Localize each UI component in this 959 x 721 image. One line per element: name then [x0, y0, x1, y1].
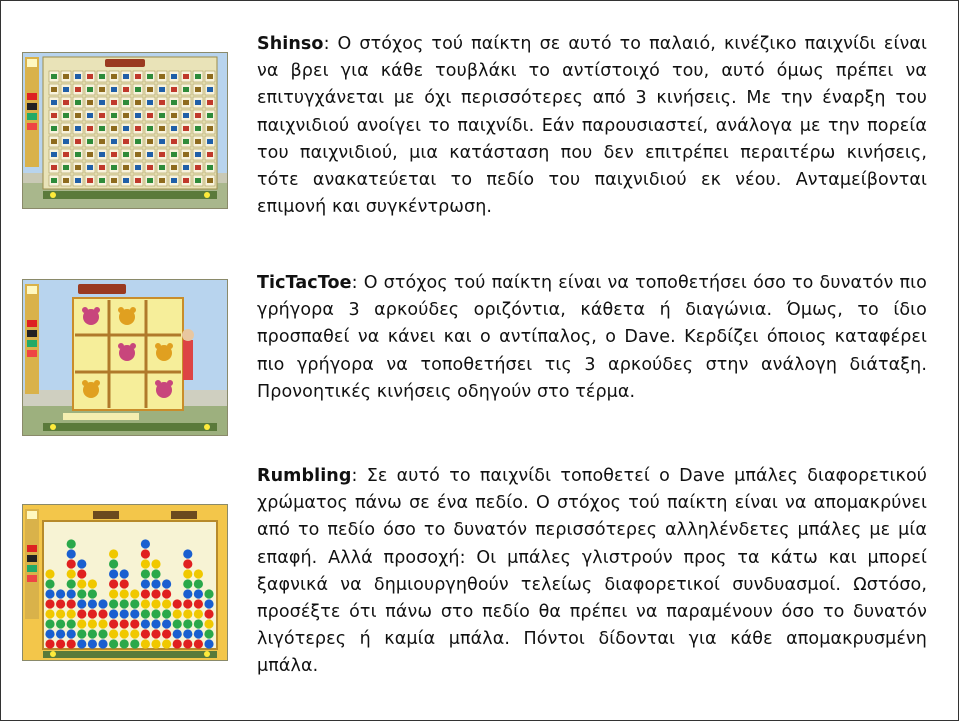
rumbling-ball	[67, 579, 76, 588]
rumbling-ball	[130, 599, 139, 608]
rumbling-ball	[45, 619, 54, 628]
shinso-tile-symbol	[183, 87, 189, 92]
shinso-tile-symbol	[51, 165, 57, 170]
shinso-tile-symbol	[75, 165, 81, 170]
shinso-tile-symbol	[207, 178, 213, 183]
shinso-tile-symbol	[111, 152, 117, 157]
shinso-tile-symbol	[63, 74, 69, 79]
rumbling-ball	[88, 629, 97, 638]
rumbling-ball	[109, 619, 118, 628]
shinso-tile-symbol	[183, 139, 189, 144]
rumbling-ball	[77, 599, 86, 608]
rumbling-ball	[109, 639, 118, 648]
shinso-tile-symbol	[147, 74, 153, 79]
shinso-tile-symbol	[87, 74, 93, 79]
shinso-tile-symbol	[111, 100, 117, 105]
shinso-screenshot-image	[23, 53, 227, 208]
shinso-tile-symbol	[63, 113, 69, 118]
shinso-tile-symbol	[147, 139, 153, 144]
rumbling-ball	[130, 609, 139, 618]
shinso-tile-symbol	[135, 87, 141, 92]
rumbling-ball	[56, 629, 65, 638]
shinso-tile-symbol	[111, 165, 117, 170]
rumbling-ball	[162, 639, 171, 648]
shinso-description	[257, 31, 927, 221]
shinso-tile-symbol	[111, 126, 117, 131]
rumbling-title: Rumbling	[257, 466, 352, 486]
rumbling-ball	[194, 579, 203, 588]
shinso-tile-symbol	[111, 139, 117, 144]
shinso-tile-symbol	[171, 126, 177, 131]
rumbling-ball	[88, 599, 97, 608]
shinso-tile-symbol	[75, 100, 81, 105]
shinso-tile-symbol	[51, 152, 57, 157]
rumbling-ball	[151, 569, 160, 578]
shinso-tile-symbol	[159, 139, 165, 144]
rumbling-ball	[88, 639, 97, 648]
shinso-tile-symbol	[171, 152, 177, 157]
shinso-tile-symbol	[147, 152, 153, 157]
rumbling-ball	[56, 619, 65, 628]
shinso-tile-symbol	[135, 178, 141, 183]
rumbling-ball	[173, 639, 182, 648]
rumbling-ball	[141, 549, 150, 558]
rumbling-ball	[162, 589, 171, 598]
rumbling-ball	[77, 579, 86, 588]
rumbling-text: : Σε αυτό το παιχνίδι τοποθετεί ο Dave μπάλες διαφορετικού χρώματος πάνω σε ένα πεδίο. Ο στόχος τού παίκτη είναι να απομακρύνει από το πεδίο όσο το δυνατόν περισσότερες αλληλένδετες μπάλες με μία επαφή. Αλλά προσοχή: Οι μπάλες γλιστρούν προς τα κάτω και μπορεί ξαφνικά να δημιουργηθούν τελείως διαφορετικοί συνδυασμοί. Ωστόσο, προσέξτε ότι πάνω στο πεδίο θα πρέπει να παραμένουν όσο το δυνατόν λιγότερες ή καμία μπάλα. Πόντοι δίδονται για κάθε απομακρυσμένη μπάλα.	[257, 466, 927, 677]
shinso-tile-symbol	[51, 87, 57, 92]
shinso-tile-symbol	[87, 178, 93, 183]
shinso-tile-symbol	[195, 87, 201, 92]
shinso-tile-symbol	[99, 152, 105, 157]
rumbling-ball	[162, 599, 171, 608]
shinso-tile-symbol	[195, 165, 201, 170]
shinso-tile-symbol	[87, 100, 93, 105]
shinso-tile-symbol	[99, 178, 105, 183]
shinso-tile-symbol	[123, 113, 129, 118]
rumbling-ball	[45, 569, 54, 578]
rumbling-ball	[173, 619, 182, 628]
shinso-tile-symbol	[99, 139, 105, 144]
rumbling-ball	[109, 589, 118, 598]
rumbling-ball	[109, 559, 118, 568]
shinso-tile-symbol	[63, 126, 69, 131]
rumbling-ball	[183, 609, 192, 618]
shinso-tile-symbol	[135, 100, 141, 105]
shinso-tile-symbol	[183, 152, 189, 157]
rumbling-ball	[204, 639, 213, 648]
shinso-tile-symbol	[51, 74, 57, 79]
rumbling-ball	[141, 579, 150, 588]
shinso-tile-symbol	[183, 165, 189, 170]
rumbling-ball	[77, 609, 86, 618]
shinso-tile-symbol	[159, 152, 165, 157]
shinso-tile-symbol	[111, 113, 117, 118]
tictactoe-title: TicTacToe	[257, 273, 352, 293]
shinso-tile-symbol	[51, 126, 57, 131]
shinso-tile-symbol	[147, 178, 153, 183]
shinso-text: : Ο στόχος τού παίκτη σε αυτό το παλαιό, κινέζικο παιχνίδι είναι να βρει για κάθε τουβλάκι το αντίστοιχό του, αυτό όμως πρέπει να επιτυγχάνεται με όχι περισσότερες από 3 κινήσεις. Με την έναρξη του παιχνιδιού ανοίγει το παιχνίδι. Εάν παρουσιαστεί, ανάλογα με την πορεία του παιχνιδιού, μια κατάσταση που δεν επιτρέπει περαιτέρω κινήσεις, τότε ανακατεύεται το πεδίο του παιχνιδιού εκ νέου. Ανταμείβονται επιμονή και συγκέντρωση.	[257, 34, 927, 218]
rumbling-ball	[98, 599, 107, 608]
shinso-tile-symbol	[159, 113, 165, 118]
shinso-tile-symbol	[99, 126, 105, 131]
rumbling-ball	[183, 599, 192, 608]
rumbling-ball	[141, 569, 150, 578]
shinso-tile-symbol	[135, 74, 141, 79]
rumbling-ball	[151, 589, 160, 598]
rumbling-ball	[151, 619, 160, 628]
rumbling-ball	[194, 589, 203, 598]
rumbling-ball	[67, 639, 76, 648]
shinso-tile-symbol	[75, 152, 81, 157]
rumbling-ball	[141, 539, 150, 548]
rumbling-ball	[109, 629, 118, 638]
rumbling-ball	[141, 599, 150, 608]
rumbling-ball	[98, 639, 107, 648]
rumbling-ball	[151, 629, 160, 638]
shinso-tile-symbol	[75, 178, 81, 183]
rumbling-ball	[151, 639, 160, 648]
shinso-tile-symbol	[195, 113, 201, 118]
rumbling-ball	[45, 579, 54, 588]
rumbling-ball	[151, 559, 160, 568]
rumbling-ball	[77, 639, 86, 648]
shinso-tile-symbol	[87, 165, 93, 170]
shinso-tile-symbol	[111, 74, 117, 79]
rumbling-ball	[141, 619, 150, 628]
rumbling-ball	[120, 599, 129, 608]
rumbling-ball	[162, 579, 171, 588]
rumbling-ball	[120, 569, 129, 578]
rumbling-ball	[67, 629, 76, 638]
rumbling-ball	[98, 609, 107, 618]
shinso-tile-symbol	[111, 87, 117, 92]
shinso-tile-symbol	[207, 126, 213, 131]
rumbling-ball	[109, 569, 118, 578]
shinso-tile-symbol	[123, 100, 129, 105]
rumbling-ball	[77, 619, 86, 628]
shinso-tile-symbol	[207, 152, 213, 157]
rumbling-ball	[67, 619, 76, 628]
shinso-tile-symbol	[195, 126, 201, 131]
rumbling-ball	[120, 609, 129, 618]
shinso-tile-symbol	[99, 74, 105, 79]
shinso-tile-symbol	[159, 87, 165, 92]
shinso-tile-symbol	[207, 74, 213, 79]
rumbling-ball	[56, 589, 65, 598]
shinso-tile-symbol	[147, 126, 153, 131]
shinso-tile-symbol	[99, 100, 105, 105]
shinso-tile-symbol	[99, 87, 105, 92]
rumbling-ball	[109, 549, 118, 558]
rumbling-ball	[109, 579, 118, 588]
rumbling-ball	[45, 629, 54, 638]
shinso-tile-symbol	[207, 139, 213, 144]
shinso-tile-symbol	[171, 165, 177, 170]
rumbling-ball	[88, 609, 97, 618]
rumbling-ball	[77, 629, 86, 638]
rumbling-ball	[67, 539, 76, 548]
shinso-tile-symbol	[147, 100, 153, 105]
shinso-tile-symbol	[195, 152, 201, 157]
shinso-tile-symbol	[183, 126, 189, 131]
shinso-tile-symbol	[63, 178, 69, 183]
rumbling-ball	[194, 629, 203, 638]
shinso-tile-symbol	[123, 74, 129, 79]
rumbling-ball	[109, 599, 118, 608]
rumbling-ball	[151, 609, 160, 618]
shinso-tile-symbol	[195, 74, 201, 79]
rumbling-ball	[56, 599, 65, 608]
rumbling-ball	[141, 639, 150, 648]
rumbling-ball	[109, 609, 118, 618]
shinso-tile-symbol	[63, 165, 69, 170]
shinso-tile-symbol	[159, 165, 165, 170]
shinso-tile-symbol	[135, 139, 141, 144]
shinso-tile-symbol	[159, 100, 165, 105]
rumbling-ball	[88, 579, 97, 588]
shinso-tile-symbol	[123, 152, 129, 157]
shinso-tile-symbol	[147, 165, 153, 170]
rumbling-ball	[194, 639, 203, 648]
shinso-tile-symbol	[99, 113, 105, 118]
rumbling-ball	[67, 609, 76, 618]
rumbling-ball	[120, 639, 129, 648]
rumbling-ball	[183, 549, 192, 558]
rumbling-ball	[120, 589, 129, 598]
rumbling-ball	[88, 619, 97, 628]
rumbling-ball	[120, 579, 129, 588]
tictactoe-screenshot	[22, 279, 228, 436]
tictactoe-screenshot-image	[23, 280, 227, 435]
shinso-tile-symbol	[123, 139, 129, 144]
rumbling-ball	[45, 609, 54, 618]
rumbling-ball	[141, 609, 150, 618]
rumbling-ball	[88, 589, 97, 598]
rumbling-ball	[67, 599, 76, 608]
shinso-title: Shinso	[257, 34, 324, 54]
rumbling-ball	[45, 599, 54, 608]
rumbling-description	[257, 463, 927, 681]
shinso-tile-symbol	[147, 87, 153, 92]
shinso-tile-symbol	[159, 74, 165, 79]
shinso-tile-symbol	[87, 126, 93, 131]
rumbling-ball	[56, 639, 65, 648]
rumbling-ball	[183, 639, 192, 648]
shinso-tile-symbol	[123, 165, 129, 170]
shinso-screenshot	[22, 52, 228, 209]
shinso-tile-symbol	[63, 152, 69, 157]
rumbling-ball	[98, 629, 107, 638]
tictactoe-description	[257, 270, 927, 406]
shinso-tile-symbol	[87, 87, 93, 92]
rumbling-ball	[67, 559, 76, 568]
rumbling-ball	[120, 619, 129, 628]
rumbling-ball	[67, 549, 76, 558]
shinso-tile-symbol	[75, 126, 81, 131]
shinso-tile-symbol	[87, 113, 93, 118]
shinso-tile-symbol	[207, 113, 213, 118]
shinso-tile-symbol	[51, 139, 57, 144]
rumbling-screenshot	[22, 504, 228, 661]
rumbling-ball	[194, 619, 203, 628]
shinso-tile-symbol	[159, 178, 165, 183]
rumbling-ball	[120, 629, 129, 638]
shinso-tile-symbol	[195, 178, 201, 183]
shinso-tile-symbol	[183, 100, 189, 105]
rumbling-ball	[183, 619, 192, 628]
shinso-tile-symbol	[87, 152, 93, 157]
shinso-tile-symbol	[183, 178, 189, 183]
shinso-tile-symbol	[75, 87, 81, 92]
shinso-tile-symbol	[183, 113, 189, 118]
shinso-tile-symbol	[207, 87, 213, 92]
shinso-tile-symbol	[135, 126, 141, 131]
shinso-tile-symbol	[171, 113, 177, 118]
shinso-tile-symbol	[171, 87, 177, 92]
shinso-tile-symbol	[51, 113, 57, 118]
rumbling-ball	[204, 629, 213, 638]
rumbling-ball	[77, 569, 86, 578]
shinso-tile-symbol	[63, 87, 69, 92]
shinso-tile-symbol	[171, 74, 177, 79]
rumbling-ball	[204, 609, 213, 618]
shinso-tile-symbol	[135, 113, 141, 118]
shinso-tile-symbol	[135, 152, 141, 157]
rumbling-ball	[162, 619, 171, 628]
shinso-tile-symbol	[183, 74, 189, 79]
shinso-tile-symbol	[207, 100, 213, 105]
rumbling-ball	[130, 639, 139, 648]
shinso-tile-symbol	[75, 113, 81, 118]
shinso-tile-symbol	[51, 178, 57, 183]
rumbling-ball	[141, 629, 150, 638]
rumbling-ball	[67, 589, 76, 598]
rumbling-ball	[56, 609, 65, 618]
shinso-tile-symbol	[171, 100, 177, 105]
shinso-tile-symbol	[111, 178, 117, 183]
rumbling-ball	[183, 569, 192, 578]
rumbling-ball	[173, 629, 182, 638]
rumbling-ball	[130, 629, 139, 638]
rumbling-ball	[194, 569, 203, 578]
shinso-tile-symbol	[135, 165, 141, 170]
shinso-tile-symbol	[123, 87, 129, 92]
tictactoe-text: : Ο στόχος τού παίκτη είναι να τοποθετήσει όσο το δυνατόν πιο γρήγορα 3 αρκούδες οριζόντια, κάθετα ή διαγώνια. Όμως, το ίδιο προσπαθεί να κάνει και ο αντίπαλος, ο Dave. Κερδίζει όποιος καταφέρει πιο γρήγορα να τοποθετήσει τις 3 αρκούδες στην ανάλογη διάταξη. Προνοητικές κινήσεις οδηγούν στο τέρμα.	[257, 273, 927, 402]
shinso-tile-symbol	[63, 139, 69, 144]
shinso-tile-symbol	[195, 100, 201, 105]
shinso-tile-symbol	[123, 126, 129, 131]
shinso-tile-symbol	[51, 100, 57, 105]
rumbling-ball	[194, 599, 203, 608]
rumbling-ball	[130, 619, 139, 628]
shinso-tile-symbol	[207, 165, 213, 170]
rumbling-ball	[173, 609, 182, 618]
rumbling-ball	[98, 619, 107, 628]
rumbling-ball	[67, 569, 76, 578]
shinso-tile-symbol	[75, 74, 81, 79]
shinso-tile-symbol	[87, 139, 93, 144]
shinso-tile-symbol	[195, 139, 201, 144]
rumbling-ball	[204, 619, 213, 628]
shinso-tile-symbol	[75, 139, 81, 144]
rumbling-ball	[183, 589, 192, 598]
shinso-tile-symbol	[63, 100, 69, 105]
rumbling-ball	[194, 609, 203, 618]
rumbling-ball	[77, 589, 86, 598]
rumbling-ball	[183, 629, 192, 638]
rumbling-ball	[45, 639, 54, 648]
rumbling-ball	[141, 559, 150, 568]
rumbling-ball	[204, 599, 213, 608]
rumbling-ball	[151, 579, 160, 588]
rumbling-ball	[162, 629, 171, 638]
rumbling-ball	[45, 589, 54, 598]
rumbling-ball	[162, 609, 171, 618]
shinso-tile-symbol	[171, 178, 177, 183]
shinso-tile-symbol	[99, 165, 105, 170]
rumbling-ball	[173, 599, 182, 608]
rumbling-ball	[151, 599, 160, 608]
rumbling-ball	[77, 559, 86, 568]
rumbling-ball	[141, 589, 150, 598]
rumbling-ball	[183, 559, 192, 568]
rumbling-ball	[130, 589, 139, 598]
rumbling-ball	[204, 589, 213, 598]
shinso-tile-symbol	[147, 113, 153, 118]
shinso-tile-symbol	[159, 126, 165, 131]
rumbling-screenshot-image	[23, 505, 227, 660]
shinso-tile-symbol	[171, 139, 177, 144]
shinso-tile-symbol	[123, 178, 129, 183]
rumbling-ball	[183, 579, 192, 588]
